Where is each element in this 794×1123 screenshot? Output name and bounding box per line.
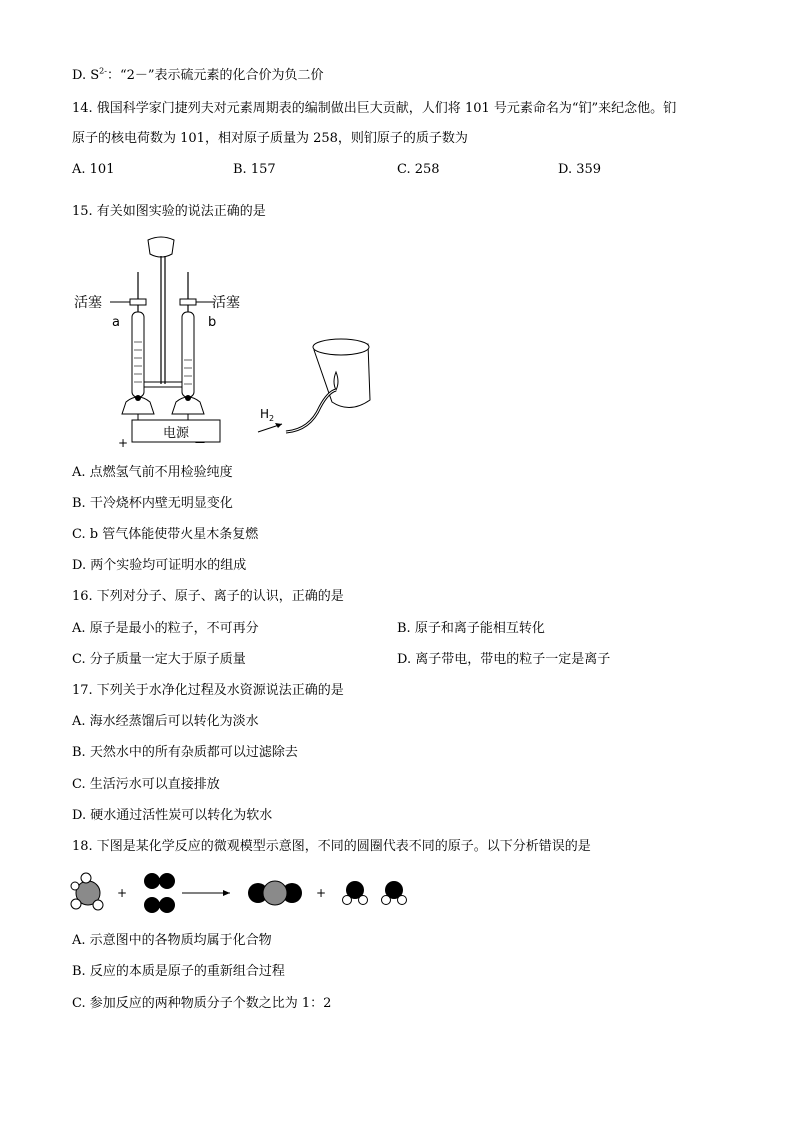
reaction-model-figure	[70, 868, 420, 920]
q14-option-d: D. 359	[558, 162, 602, 177]
q16-option-a: A. 原子是最小的粒子，不可再分	[72, 621, 259, 636]
tube-b-label: b	[208, 315, 217, 330]
q15-stem: 15. 有关如图实验的说法正确的是	[72, 204, 266, 219]
q15-option-a: A. 点燃氢气前不用检验纯度	[72, 465, 233, 480]
q17-option-a: A. 海水经蒸馏后可以转化为淡水	[72, 714, 259, 729]
plus-sign-2: +	[316, 886, 327, 900]
electrolysis-figure	[70, 232, 390, 452]
q18-stem: 18. 下图是某化学反应的微观模型示意图，不同的圆圈代表不同的原子。以下分析错误的是	[72, 839, 591, 854]
q16-option-c: C. 分子质量一定大于原子质量	[72, 652, 246, 667]
positive-terminal: +	[118, 436, 129, 450]
q14-stem-line1: 14. 俄国科学家门捷列夫对元素周期表的编制做出巨大贡献，人们将 101 号元素命名为“钔”来纪念他。钔	[72, 101, 677, 116]
tube-a-label: a	[112, 315, 120, 330]
tube-a	[132, 312, 144, 397]
reactant-molecule-1	[71, 873, 103, 910]
q17-stem: 17. 下列关于水净化过程及水资源说法正确的是	[72, 683, 344, 698]
q14-stem-line2: 原子的核电荷数为 101，相对原子质量为 258，则钔原子的质子数为	[72, 131, 468, 146]
q17-option-b: B. 天然水中的所有杂质都可以过滤除去	[72, 745, 298, 760]
q15-option-d: D. 两个实验均可证明水的组成	[72, 558, 247, 573]
q16-option-b: B. 原子和离子能相互转化	[397, 621, 545, 636]
prev-option-d-superscript: 2-	[99, 66, 107, 76]
reactant-molecule-2	[144, 873, 175, 913]
q17-option-d: D. 硬水通过活性炭可以转化为软水	[72, 808, 273, 823]
q16-stem: 16. 下列对分子、原子、离子的认识，正确的是	[72, 589, 344, 604]
product-molecule-1	[248, 881, 302, 905]
q15-option-b: B. 干冷烧杯内壁无明显变化	[72, 496, 233, 511]
water-reservoir-icon	[148, 237, 174, 257]
q14-option-c: C. 258	[397, 162, 440, 177]
q14-option-a: A. 101	[72, 162, 115, 177]
power-label: 电源	[162, 426, 190, 441]
valve-label-left: 活塞	[74, 295, 102, 311]
prev-option-d	[72, 67, 324, 85]
prev-option-d-prefix: D. S	[72, 68, 100, 83]
q18-option-b: B. 反应的本质是原子的重新组合过程	[72, 964, 285, 979]
q18-option-c: C. 参加反应的两种物质分子个数之比为 1：2	[72, 996, 332, 1011]
q17-option-c: C. 生活污水可以直接排放	[72, 777, 220, 792]
product-molecule-2	[343, 881, 407, 905]
valve-label-right: 活塞	[212, 295, 240, 311]
q16-option-d: D. 离子带电，带电的粒子一定是离子	[397, 652, 611, 667]
plus-sign-1: +	[117, 886, 128, 900]
negative-terminal: －	[194, 436, 207, 450]
q14-option-b: B. 157	[233, 162, 276, 177]
q15-option-c: C. b 管气体能使带火星木条复燃	[72, 527, 259, 542]
prev-option-d-text: ：“2－”表示硫元素的化合价为负二价	[106, 68, 324, 83]
hydrogen-label: $H_2$	[260, 407, 275, 423]
inverted-beaker-icon	[313, 339, 370, 408]
q18-option-a: A. 示意图中的各物质均属于化合物	[72, 933, 272, 948]
gas-tube	[286, 390, 336, 432]
